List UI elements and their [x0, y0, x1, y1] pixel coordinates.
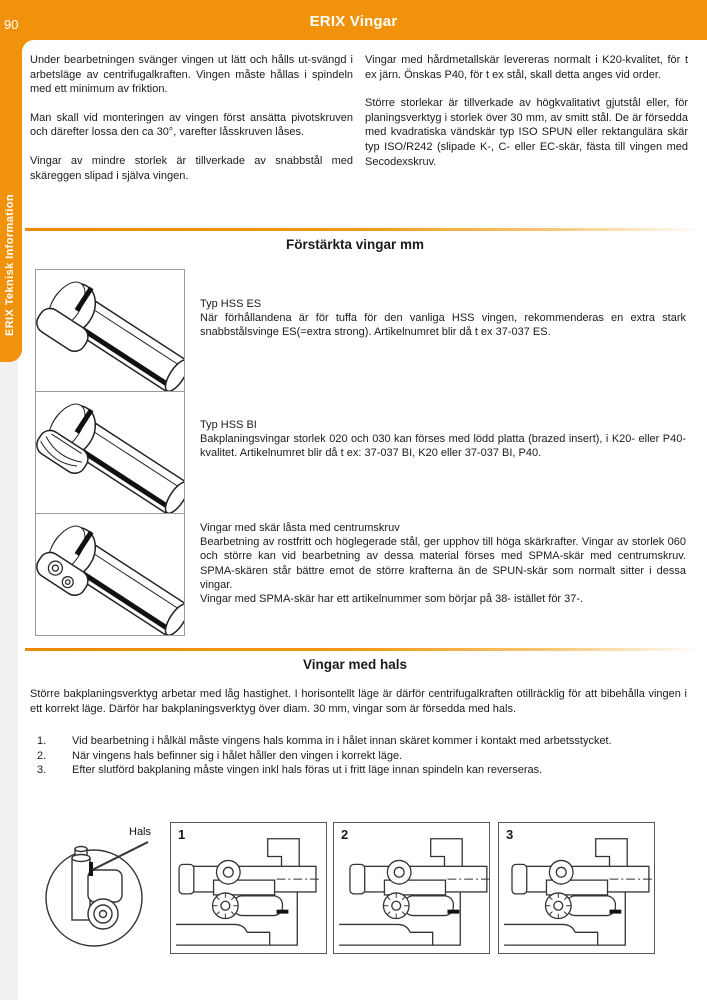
block-hss-es [200, 297, 686, 340]
sequence-panel-1 [170, 822, 327, 954]
list-item [37, 763, 689, 778]
hals-callout-label: Hals [129, 826, 152, 838]
paragraph: Under bearbetningen svänger vingen ut lätt och hålls ut-svängd i arbetsläge av centrifugalkraften. Vingen måste hållas i spindeln med ett minimum av friktion. [30, 54, 353, 96]
list-item [37, 749, 689, 764]
wing-iso-drawing-bi [36, 392, 184, 513]
drawing-spma [35, 513, 185, 636]
paragraph: Man skall vid monteringen av vingen först ansätta pivotskruven och därefter lossa den ca 30°, varefter låsskruven låses. [30, 111, 353, 139]
backfacing-drawing-step2 [334, 823, 489, 953]
page-header [0, 0, 707, 40]
block-body: Bearbetning av rostfritt och höglegerade stål, ger upphov till höga skärkrafter. Vingar av storlek 060 och större kan vid bearbetning av dessa material förses med SPMA-skär med centrumskruv. SPMA-skären står bättre emot de större krafterna än de SPUN-skär som normalt sitter i dessa vingar. [200, 536, 686, 591]
backfacing-drawing-step1 [171, 823, 326, 953]
section2-title: Vingar med hals [302, 657, 408, 672]
section2-intro: Större bakplaningsverktyg arbetar med låg hastighet. I horisontellt läge är därför centrifugalkraften otillräcklig för att bibehålla vingen i ett korrekt läge. Därför har bakplaningsverktyg över diam. 30 mm, vingar som är försedda med hals. [30, 688, 687, 715]
intro-right-column [365, 53, 688, 183]
numbered-list [37, 734, 689, 778]
sidebar-tab [0, 40, 22, 362]
sequence-panel-2 [333, 822, 490, 954]
list-item-number: 1. [37, 735, 47, 747]
paragraph: Större storlekar är tillverkade av högkvalitativt gjutstål eller, för planingsverktyg i storlek över 30 mm, av smitt stål. De är försedda med kvadratiska vändskär typ ISO SPUN eller rektangulära skär typ ISO/R242 (slipade K-, C- eller EC-skär, fästa till vingen med Secodexskruv. [365, 97, 688, 168]
section-divider [25, 648, 703, 651]
hals-circle-drawing [30, 822, 180, 959]
section-divider [25, 228, 703, 231]
wing-iso-drawing-spma [36, 514, 184, 635]
sidebar-label: ERIX Teknisk Information [4, 193, 16, 336]
wing-iso-drawing-es [36, 270, 184, 391]
section1-title: Förstärkta vingar mm [285, 237, 425, 252]
list-item-text: Vid bearbetning i hålkäl måste vingens hals komma in i hålet innan skäret kommer i kontakt med arbetsstycket. [72, 735, 612, 747]
block-body-note: Vingar med SPMA-skär har ett artikelnummer som börjar på 38- istället för 37-. [200, 593, 584, 606]
page-number: 90 [4, 17, 19, 32]
drawing-hss-es [35, 269, 185, 392]
block-heading: Typ HSS ES [200, 298, 262, 310]
block-hss-bi [200, 418, 686, 461]
list-item-text: Efter slutförd bakplaning måste vingen inkl hals föras ut i fritt läge innan spindeln kan reverseras. [72, 764, 543, 777]
panel-number: 2 [341, 827, 349, 842]
block-heading: Vingar med skär låsta med centrumskruv [200, 522, 400, 534]
intro-left-column [30, 53, 353, 197]
block-heading: Typ HSS BI [200, 419, 257, 431]
paragraph: Vingar av mindre storlek är tillverkade av snabbstål med skäreggen slipad i själva vingen. [30, 154, 353, 182]
panel-number: 3 [506, 827, 514, 842]
block-spma [200, 521, 686, 606]
backfacing-drawing-step3 [499, 823, 654, 953]
block-body: När förhållandena är för tuffa för den vanliga HSS vingen, rekommenderas en extra stark snabbstålsvinge ES(=extra strong). Artikelnumret blir då t ex 37-037 ES. [200, 312, 686, 339]
hals-detail-figure [30, 822, 180, 959]
list-item [37, 734, 689, 749]
sequence-panel-3 [498, 822, 655, 954]
panel-number: 1 [178, 827, 186, 842]
page-title: ERIX Vingar [309, 13, 398, 30]
drawing-hss-bi [35, 391, 185, 514]
list-item-number: 2. [37, 749, 47, 762]
block-body: Bakplaningsvingar storlek 020 och 030 kan förses med lödd platta (brazed insert), i K20- eller P40-kvalitet. Artikelnumret blir då t ex: 37-037 BI, K20 eller 37-037 BI, P40. [200, 433, 686, 460]
list-item-number: 3. [37, 764, 47, 777]
list-item-text: När vingens hals befinner sig i hålet håller den vingen i korrekt läge. [72, 749, 403, 762]
paragraph: Vingar med hårdmetallskär levereras normalt i K20-kvalitet, för t ex järn. Önskas P40, för t ex stål, skall detta anges vid order. [365, 54, 688, 81]
